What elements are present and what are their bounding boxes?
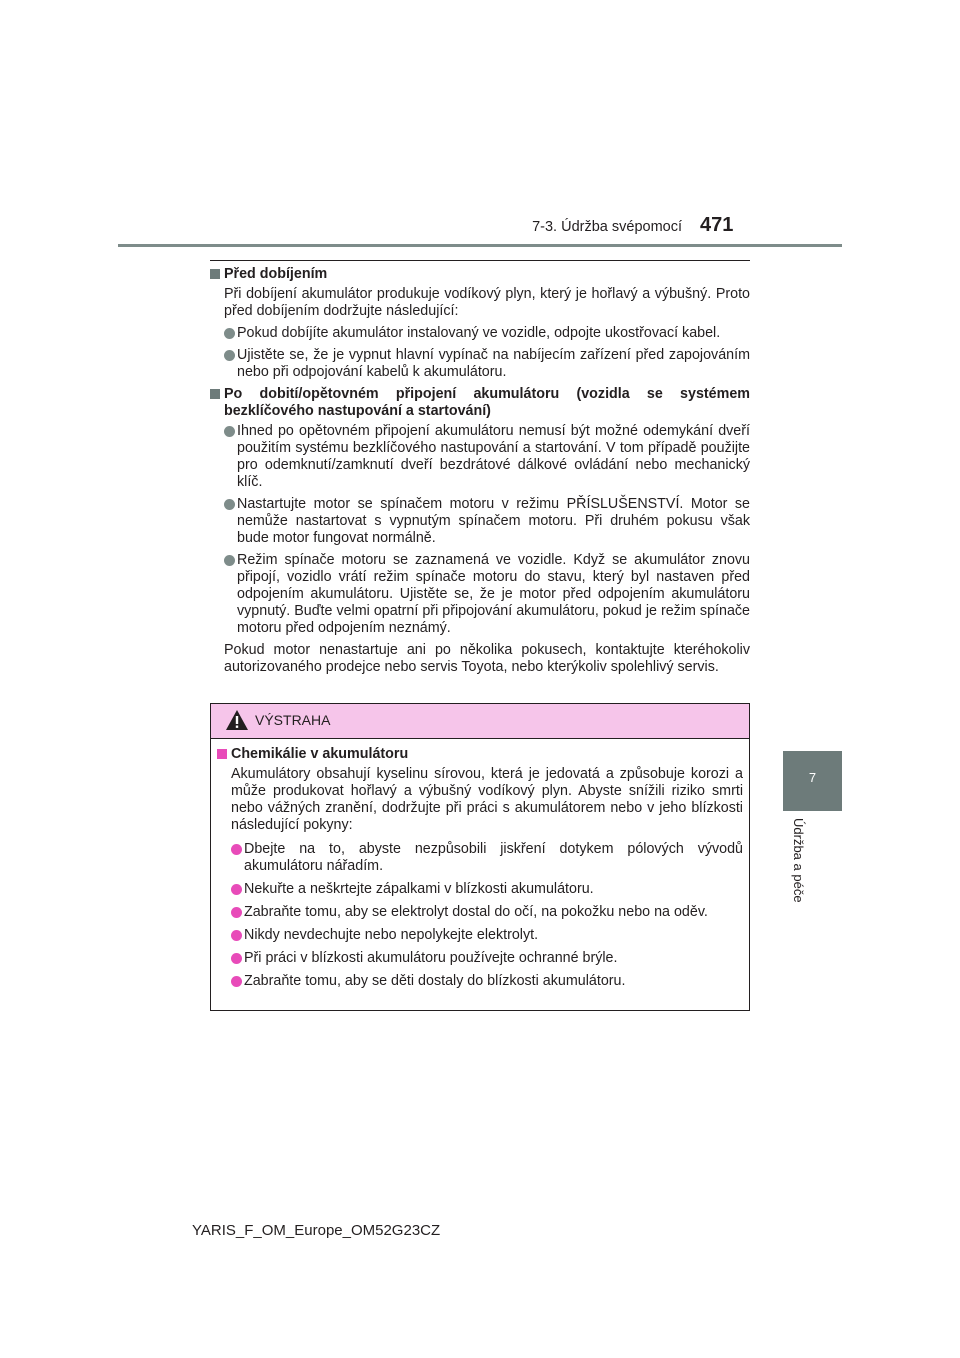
- round-bullet-icon: [231, 907, 242, 918]
- list-item: Zabraňte tomu, aby se děti dostaly do blízkosti akumulátoru.: [217, 973, 743, 990]
- list-item: Nekuřte a neškrtejte zápalkami v blízkosti akumulátoru.: [217, 881, 743, 898]
- round-bullet-icon: [231, 844, 242, 855]
- chapter-number: 7: [808, 770, 817, 785]
- warning-heading: Chemikálie v akumulátoru: [217, 746, 743, 763]
- chapter-label: [783, 818, 813, 908]
- page-number: 471: [700, 214, 734, 236]
- content-top-rule: [210, 260, 750, 261]
- round-bullet-icon: [231, 976, 242, 987]
- warning-intro: Akumulátory obsahují kyselinu sírovou, která je jedovatá a způsobuje korozi a může produkovat hořlavý a výbušný vodíkový plyn. Abyste snížili riziko smrti nebo vážných zranění, dodržujte při práci s akumulátorem nebo v jeho blízkosti následující pokyny:: [231, 766, 743, 833]
- warning-triangle-icon: [225, 709, 249, 731]
- section-heading-after-charging: Po dobití/opětovném připojení akumulátoru (vozidla se systémem bezklíčového nastupování a startování): [210, 386, 750, 420]
- section-heading-before-charging: Před dobíjením: [210, 266, 750, 283]
- round-bullet-icon: [224, 426, 235, 437]
- warning-title: VÝSTRAHA: [255, 712, 331, 728]
- list-item: Nikdy nevdechujte nebo nepolykejte elektrolyt.: [217, 927, 743, 944]
- warning-header: [211, 704, 749, 739]
- round-bullet-icon: [224, 328, 235, 339]
- paragraph-before-charging-intro: Při dobíjení akumulátor produkuje vodíkový plyn, který je hořlavý a výbušný. Proto před dobíjením dodržujte následující:: [224, 286, 750, 319]
- chapter-label-text: Údržba a péče: [791, 818, 806, 903]
- list-item: Nastartujte motor se spínačem motoru v režimu PŘÍSLUŠENSTVÍ. Motor se nemůže nastartovat s vypnutým spínačem motoru. Při druhém pokusu však bude motor fungovat normálně.: [210, 496, 750, 547]
- round-bullet-icon: [224, 499, 235, 510]
- warning-body: [217, 746, 743, 996]
- document-code: YARIS_F_OM_Europe_OM52G23CZ: [192, 1222, 441, 1239]
- list-item: Ihned po opětovném připojení akumulátoru nemusí být možné odemykání dveří použitím systému bezklíčového nastupování a startování. V tom případě použijte pro odemknutí/zamknutí dveří bezdrátové dálkové ovládání nebo mechanický klíč.: [210, 423, 750, 491]
- header-rule: [118, 244, 842, 247]
- list-item: Pokud dobíjíte akumulátor instalovaný ve vozidle, odpojte ukostřovací kabel.: [210, 325, 750, 342]
- list-item: Ujistěte se, že je vypnut hlavní vypínač na nabíjecím zařízení před zapojováním nebo při odpojování kabelů k akumulátoru.: [210, 347, 750, 381]
- square-bullet-icon: [210, 389, 220, 399]
- square-bullet-icon: [210, 269, 220, 279]
- list-item: Při práci v blízkosti akumulátoru používejte ochranné brýle.: [217, 950, 743, 967]
- section-title: 7-3. Údržba svépomocí: [532, 219, 682, 235]
- round-bullet-icon: [231, 884, 242, 895]
- square-bullet-icon: [217, 749, 227, 759]
- list-item: Dbejte na to, abyste nezpůsobili jiskření dotykem pólových vývodů akumulátoru nářadím.: [217, 841, 743, 875]
- round-bullet-icon: [224, 350, 235, 361]
- main-content: [210, 266, 750, 681]
- paragraph-after-charging-closing: Pokud motor nenastartuje ani po několika pokusech, kontaktujte kteréhokoliv autorizovaného prodejce nebo servis Toyota, nebo kterýkoliv spolehlivý servis.: [224, 642, 750, 675]
- list-item: Zabraňte tomu, aby se elektrolyt dostal do očí, na pokožku nebo na oděv.: [217, 904, 743, 921]
- round-bullet-icon: [231, 930, 242, 941]
- round-bullet-icon: [231, 953, 242, 964]
- warning-box: [210, 703, 750, 1011]
- round-bullet-icon: [224, 555, 235, 566]
- list-item: Režim spínače motoru se zaznamená ve vozidle. Když se akumulátor znovu připojí, vozidlo vrátí režim spínače motoru do stavu, který byl nastaven před odpojením akumulátoru. Ujistěte se, že je motor před odpojením akumulátoru vypnutý. Buďte velmi opatrní při připojování akumulátoru, pokud je režim spínače motoru před odpojením neznámý.: [210, 552, 750, 637]
- chapter-tab: [783, 751, 842, 811]
